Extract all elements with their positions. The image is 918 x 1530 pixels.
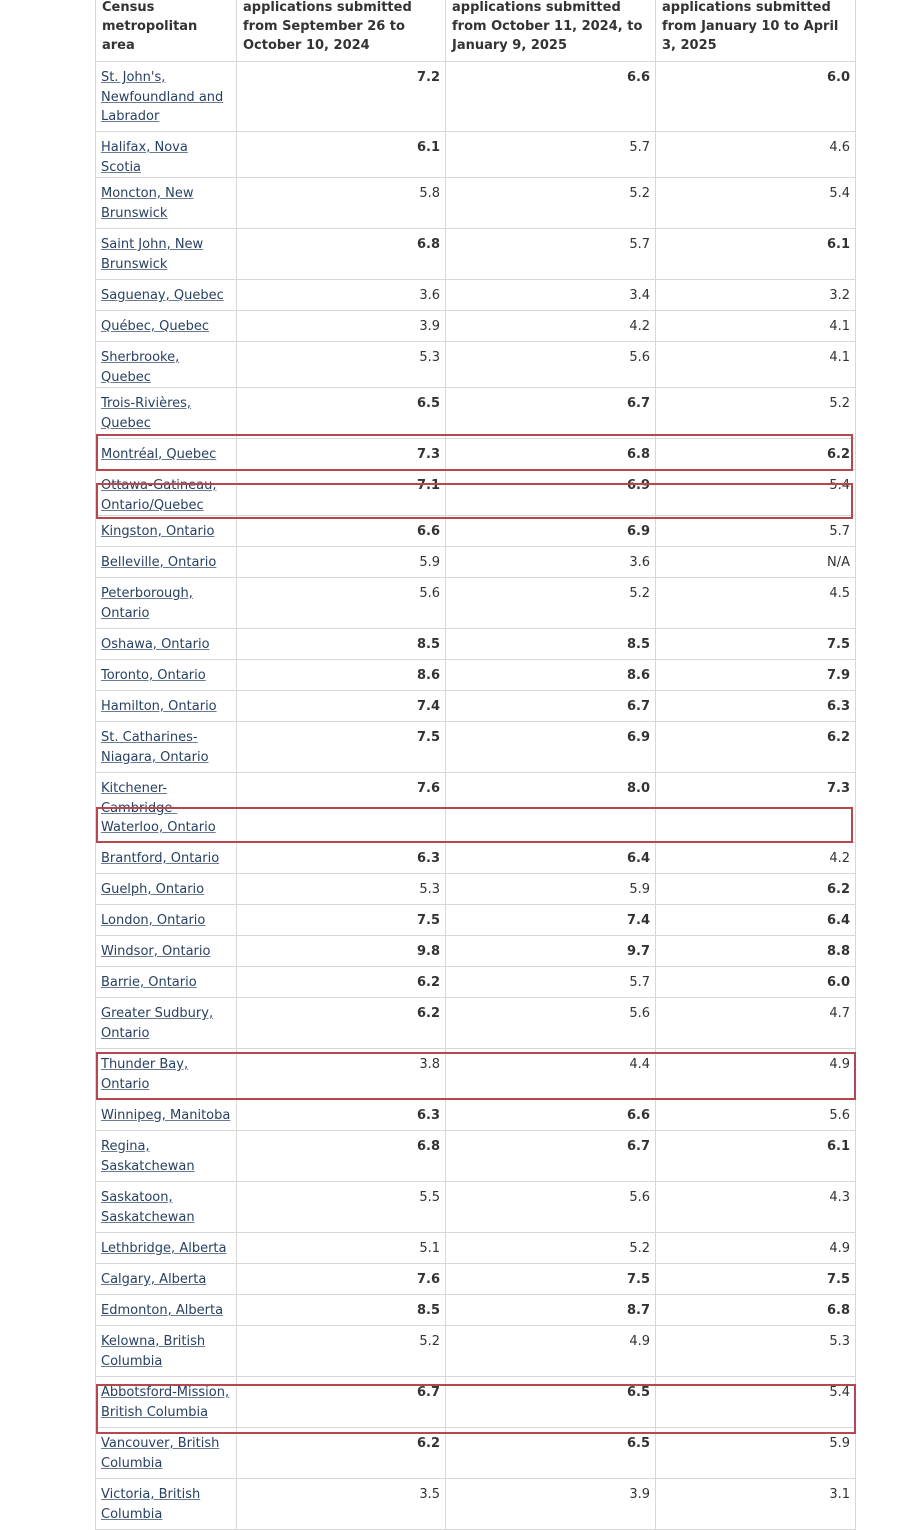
- value-cell-period-1: 7.1: [237, 470, 446, 516]
- value-cell-period-2: 4.9: [446, 1326, 656, 1377]
- area-cell: [96, 547, 237, 578]
- value-cell-period-1: 7.2: [237, 62, 446, 132]
- table-row: [96, 388, 856, 439]
- area-link[interactable]: Sherbrooke, Quebec: [101, 350, 180, 385]
- value-cell-period-3: 7.3: [656, 773, 856, 843]
- value-cell-period-2: 6.6: [446, 62, 656, 132]
- value-cell-period-1: 5.1: [237, 1233, 446, 1264]
- value-cell-period-3: 4.9: [656, 1233, 856, 1264]
- table-row: [96, 132, 856, 178]
- header-period-2: applications submitted from October 11, 2024, to January 9, 2025: [446, 0, 656, 62]
- area-link[interactable]: Thunder Bay, Ontario: [101, 1057, 189, 1092]
- value-cell-period-2: 6.9: [446, 722, 656, 773]
- value-cell-period-1: 6.1: [237, 132, 446, 178]
- table-row: [96, 1326, 856, 1377]
- value-cell-period-3: 4.2: [656, 843, 856, 874]
- area-cell: [96, 388, 237, 439]
- table-row: [96, 578, 856, 629]
- value-cell-period-3: 7.5: [656, 629, 856, 660]
- value-cell-period-3: 6.4: [656, 905, 856, 936]
- value-cell-period-1: 6.8: [237, 1131, 446, 1182]
- value-cell-period-3: 5.4: [656, 178, 856, 229]
- value-cell-period-1: 8.5: [237, 629, 446, 660]
- value-cell-period-1: 5.8: [237, 178, 446, 229]
- value-cell-period-2: 5.6: [446, 998, 656, 1049]
- value-cell-period-1: 6.3: [237, 1100, 446, 1131]
- area-cell: [96, 773, 237, 843]
- area-cell: [96, 280, 237, 311]
- value-cell-period-2: 5.7: [446, 229, 656, 280]
- value-cell-period-2: 3.9: [446, 1479, 656, 1530]
- table-row: [96, 660, 856, 691]
- value-cell-period-2: 9.7: [446, 936, 656, 967]
- table-row: [96, 722, 856, 773]
- value-cell-period-3: 4.5: [656, 578, 856, 629]
- value-cell-period-2: 7.4: [446, 905, 656, 936]
- area-link[interactable]: Greater Sudbury, Ontario: [101, 1006, 214, 1041]
- value-cell-period-2: 6.7: [446, 388, 656, 439]
- table-row: [96, 1131, 856, 1182]
- value-cell-period-1: 3.9: [237, 311, 446, 342]
- table-row: [96, 773, 856, 843]
- table-row: [96, 629, 856, 660]
- value-cell-period-2: 5.7: [446, 132, 656, 178]
- value-cell-period-3: 5.2: [656, 388, 856, 439]
- area-link[interactable]: St. John's, Newfoundland and Labrador: [101, 70, 224, 124]
- area-link[interactable]: Vancouver, British Columbia: [101, 1436, 220, 1471]
- value-cell-period-1: 6.7: [237, 1377, 446, 1428]
- area-cell: [96, 660, 237, 691]
- area-cell: [96, 1049, 237, 1100]
- area-link[interactable]: Québec, Quebec: [101, 319, 209, 334]
- value-cell-period-1: 7.6: [237, 1264, 446, 1295]
- value-cell-period-1: 8.6: [237, 660, 446, 691]
- area-cell: [96, 178, 237, 229]
- header-row: [96, 0, 856, 62]
- area-link[interactable]: St. Catharines-Niagara, Ontario: [101, 730, 209, 765]
- value-cell-period-3: 5.6: [656, 1100, 856, 1131]
- value-cell-period-1: 7.5: [237, 905, 446, 936]
- area-cell: [96, 311, 237, 342]
- area-cell: [96, 578, 237, 629]
- value-cell-period-1: 6.2: [237, 998, 446, 1049]
- value-cell-period-2: 5.2: [446, 578, 656, 629]
- area-link[interactable]: Kingston, Ontario: [101, 524, 215, 539]
- table-body: [96, 62, 856, 1530]
- value-cell-period-1: 6.8: [237, 229, 446, 280]
- value-cell-period-2: 5.2: [446, 1233, 656, 1264]
- value-cell-period-2: 6.9: [446, 516, 656, 547]
- value-cell-period-1: 5.5: [237, 1182, 446, 1233]
- table-row: [96, 1233, 856, 1264]
- table-row: [96, 874, 856, 905]
- area-cell: [96, 470, 237, 516]
- area-link[interactable]: Calgary, Alberta: [101, 1272, 207, 1287]
- area-cell: [96, 936, 237, 967]
- value-cell-period-2: 3.4: [446, 280, 656, 311]
- value-cell-period-1: 5.2: [237, 1326, 446, 1377]
- table-row: [96, 311, 856, 342]
- data-table-container: [95, 0, 855, 1530]
- value-cell-period-2: 5.9: [446, 874, 656, 905]
- data-table: [95, 0, 856, 1530]
- table-row: [96, 439, 856, 470]
- value-cell-period-3: 8.8: [656, 936, 856, 967]
- area-cell: [96, 62, 237, 132]
- value-cell-period-3: 4.6: [656, 132, 856, 178]
- area-cell: [96, 905, 237, 936]
- area-cell: [96, 229, 237, 280]
- area-link[interactable]: Brantford, Ontario: [101, 851, 220, 866]
- area-link[interactable]: Edmonton, Alberta: [101, 1303, 224, 1318]
- value-cell-period-2: 6.9: [446, 470, 656, 516]
- value-cell-period-1: 7.3: [237, 439, 446, 470]
- area-link[interactable]: Peterborough, Ontario: [101, 586, 193, 621]
- value-cell-period-3: 6.0: [656, 967, 856, 998]
- header-period-3: applications submitted from January 10 to April 3, 2025: [656, 0, 856, 62]
- table-row: [96, 178, 856, 229]
- table-row: [96, 1377, 856, 1428]
- value-cell-period-3: 4.1: [656, 311, 856, 342]
- value-cell-period-1: 5.6: [237, 578, 446, 629]
- value-cell-period-1: 6.5: [237, 388, 446, 439]
- area-cell: [96, 874, 237, 905]
- value-cell-period-2: 3.6: [446, 547, 656, 578]
- value-cell-period-2: 6.5: [446, 1428, 656, 1479]
- area-link[interactable]: Belleville, Ontario: [101, 555, 217, 570]
- value-cell-period-2: 6.7: [446, 1131, 656, 1182]
- value-cell-period-3: 6.2: [656, 874, 856, 905]
- value-cell-period-3: N/A: [656, 547, 856, 578]
- value-cell-period-3: 6.0: [656, 62, 856, 132]
- table-row: [96, 62, 856, 132]
- table-row: [96, 547, 856, 578]
- area-cell: [96, 342, 237, 388]
- area-cell: [96, 1377, 237, 1428]
- table-row: [96, 229, 856, 280]
- area-link[interactable]: Kitchener-Cambridge-Waterloo, Ontario: [101, 781, 216, 835]
- value-cell-period-1: 9.8: [237, 936, 446, 967]
- value-cell-period-2: 6.5: [446, 1377, 656, 1428]
- value-cell-period-1: 3.5: [237, 1479, 446, 1530]
- value-cell-period-3: 6.2: [656, 722, 856, 773]
- area-cell: [96, 1131, 237, 1182]
- value-cell-period-3: 7.5: [656, 1264, 856, 1295]
- table-row: [96, 1100, 856, 1131]
- area-cell: [96, 1295, 237, 1326]
- area-link[interactable]: Hamilton, Ontario: [101, 699, 217, 714]
- value-cell-period-1: 6.3: [237, 843, 446, 874]
- area-cell: [96, 439, 237, 470]
- table-row: [96, 843, 856, 874]
- value-cell-period-1: 7.6: [237, 773, 446, 843]
- header-area: Census metropolitan area: [96, 0, 237, 62]
- table-row: [96, 342, 856, 388]
- area-cell: [96, 691, 237, 722]
- value-cell-period-2: 8.7: [446, 1295, 656, 1326]
- table-row: [96, 516, 856, 547]
- value-cell-period-3: 6.3: [656, 691, 856, 722]
- value-cell-period-1: 6.2: [237, 967, 446, 998]
- value-cell-period-1: 5.9: [237, 547, 446, 578]
- area-link[interactable]: Saskatoon, Saskatchewan: [101, 1190, 195, 1225]
- value-cell-period-2: 5.7: [446, 967, 656, 998]
- value-cell-period-1: 5.3: [237, 874, 446, 905]
- area-link[interactable]: Trois-Rivières, Quebec: [101, 396, 192, 431]
- value-cell-period-1: 3.6: [237, 280, 446, 311]
- value-cell-period-2: 6.6: [446, 1100, 656, 1131]
- value-cell-period-2: 6.7: [446, 691, 656, 722]
- value-cell-period-2: 7.5: [446, 1264, 656, 1295]
- table-row: [96, 998, 856, 1049]
- value-cell-period-2: 5.6: [446, 1182, 656, 1233]
- area-cell: [96, 132, 237, 178]
- value-cell-period-3: 4.1: [656, 342, 856, 388]
- area-link[interactable]: Saguenay, Quebec: [101, 288, 224, 303]
- area-link[interactable]: Saint John, New Brunswick: [101, 237, 204, 272]
- value-cell-period-2: 6.4: [446, 843, 656, 874]
- value-cell-period-2: 8.6: [446, 660, 656, 691]
- value-cell-period-2: 4.4: [446, 1049, 656, 1100]
- table-row: [96, 1049, 856, 1100]
- area-cell: [96, 516, 237, 547]
- value-cell-period-2: 5.2: [446, 178, 656, 229]
- table-row: [96, 280, 856, 311]
- area-link[interactable]: Barrie, Ontario: [101, 975, 197, 990]
- value-cell-period-3: 6.2: [656, 439, 856, 470]
- table-row: [96, 1264, 856, 1295]
- value-cell-period-2: 5.6: [446, 342, 656, 388]
- value-cell-period-2: 6.8: [446, 439, 656, 470]
- value-cell-period-3: 4.9: [656, 1049, 856, 1100]
- area-cell: [96, 998, 237, 1049]
- area-link[interactable]: Toronto, Ontario: [101, 668, 206, 683]
- area-link[interactable]: Halifax, Nova Scotia: [101, 140, 188, 175]
- value-cell-period-3: 7.9: [656, 660, 856, 691]
- area-link[interactable]: Kelowna, British Columbia: [101, 1334, 206, 1369]
- area-cell: [96, 1264, 237, 1295]
- area-link[interactable]: Victoria, British Columbia: [101, 1487, 201, 1522]
- area-cell: [96, 1326, 237, 1377]
- value-cell-period-1: 7.5: [237, 722, 446, 773]
- table-row: [96, 1479, 856, 1530]
- area-cell: [96, 967, 237, 998]
- value-cell-period-2: 8.0: [446, 773, 656, 843]
- value-cell-period-1: 8.5: [237, 1295, 446, 1326]
- area-cell: [96, 843, 237, 874]
- value-cell-period-3: 5.4: [656, 1377, 856, 1428]
- table-row: [96, 470, 856, 516]
- table-row: [96, 936, 856, 967]
- value-cell-period-1: 3.8: [237, 1049, 446, 1100]
- area-link[interactable]: Guelph, Ontario: [101, 882, 205, 897]
- value-cell-period-3: 4.7: [656, 998, 856, 1049]
- header-period-1: applications submitted from September 26 to October 10, 2024: [237, 0, 446, 62]
- area-link[interactable]: London, Ontario: [101, 913, 206, 928]
- area-link[interactable]: Montréal, Quebec: [101, 447, 217, 462]
- area-link[interactable]: Regina, Saskatchewan: [101, 1139, 195, 1174]
- value-cell-period-2: 4.2: [446, 311, 656, 342]
- area-cell: [96, 1479, 237, 1530]
- value-cell-period-1: 6.2: [237, 1428, 446, 1479]
- area-link[interactable]: Oshawa, Ontario: [101, 637, 210, 652]
- value-cell-period-2: 8.5: [446, 629, 656, 660]
- value-cell-period-1: 5.3: [237, 342, 446, 388]
- area-link[interactable]: Ottawa-Gatineau, Ontario/Quebec: [101, 478, 217, 513]
- value-cell-period-3: 6.1: [656, 1131, 856, 1182]
- area-cell: [96, 1233, 237, 1264]
- area-link[interactable]: Windsor, Ontario: [101, 944, 211, 959]
- table-row: [96, 967, 856, 998]
- value-cell-period-3: 6.8: [656, 1295, 856, 1326]
- area-cell: [96, 1428, 237, 1479]
- area-link[interactable]: Lethbridge, Alberta: [101, 1241, 227, 1256]
- value-cell-period-3: 3.2: [656, 280, 856, 311]
- value-cell-period-3: 4.3: [656, 1182, 856, 1233]
- area-link[interactable]: Moncton, New Brunswick: [101, 186, 194, 221]
- value-cell-period-3: 3.1: [656, 1479, 856, 1530]
- value-cell-period-1: 7.4: [237, 691, 446, 722]
- table-row: [96, 905, 856, 936]
- area-link[interactable]: Abbotsford-Mission, British Columbia: [101, 1385, 230, 1420]
- value-cell-period-3: 6.1: [656, 229, 856, 280]
- table-row: [96, 1295, 856, 1326]
- value-cell-period-3: 5.3: [656, 1326, 856, 1377]
- table-row: [96, 1428, 856, 1479]
- area-cell: [96, 722, 237, 773]
- value-cell-period-3: 5.4: [656, 470, 856, 516]
- area-link[interactable]: Winnipeg, Manitoba: [101, 1108, 231, 1123]
- value-cell-period-3: 5.7: [656, 516, 856, 547]
- area-cell: [96, 1182, 237, 1233]
- area-cell: [96, 1100, 237, 1131]
- value-cell-period-3: 5.9: [656, 1428, 856, 1479]
- area-cell: [96, 629, 237, 660]
- value-cell-period-1: 6.6: [237, 516, 446, 547]
- table-row: [96, 691, 856, 722]
- table-row: [96, 1182, 856, 1233]
